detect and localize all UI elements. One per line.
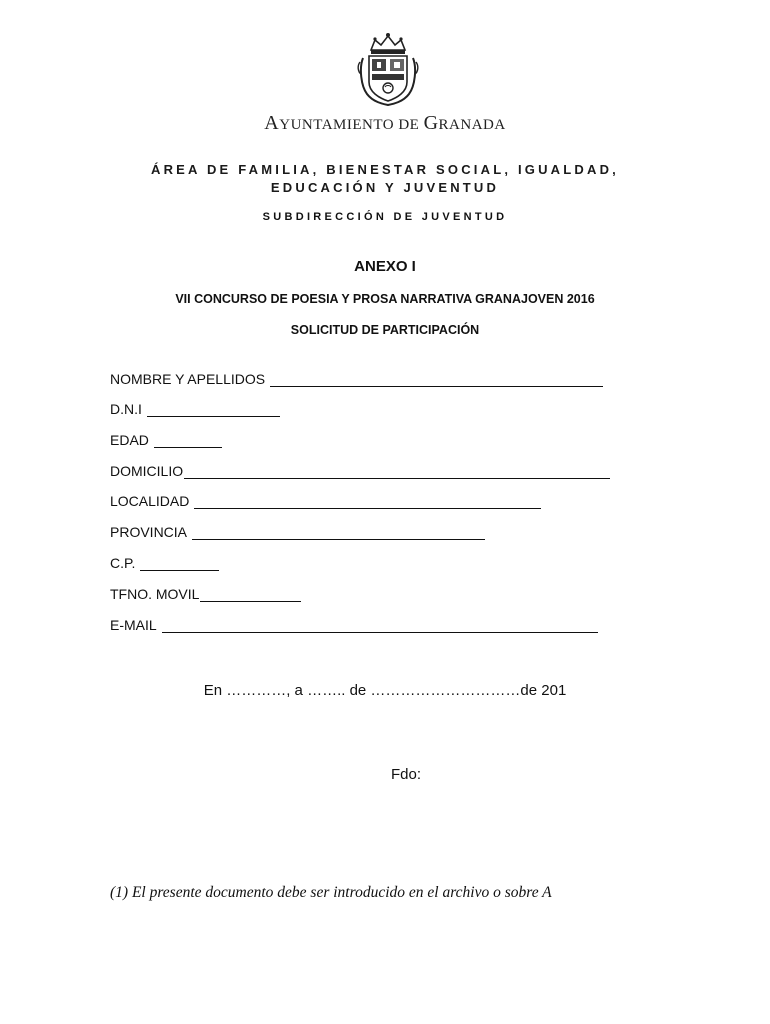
place-date-line: En …………, a …….. de …………………………de 201 bbox=[203, 682, 567, 699]
dni-label: D.N.I bbox=[110, 401, 142, 417]
tfno-label: TFNO. MOVIL bbox=[110, 586, 200, 602]
nombre-input-line[interactable] bbox=[270, 373, 603, 387]
nombre-field[interactable] bbox=[110, 371, 603, 387]
edad-input-line[interactable] bbox=[154, 434, 222, 448]
dni-field[interactable] bbox=[110, 401, 280, 417]
footnote: (1) El presente documento debe ser introducido en el archivo o sobre A bbox=[110, 884, 552, 901]
subdireccion: SUBDIRECCIÓN DE JUVENTUD bbox=[262, 211, 508, 223]
concurso-title: VII CONCURSO DE POESIA Y PROSA NARRATIVA GRANAJOVEN 2016 bbox=[175, 292, 595, 306]
area-line-1: ÁREA DE FAMILIA, BIENESTAR SOCIAL, IGUALDAD, bbox=[151, 162, 619, 177]
email-label: E-MAIL bbox=[110, 617, 157, 633]
granada-coat-of-arms-logo bbox=[357, 32, 419, 106]
org-name-part: YUNTAMIENTO DE bbox=[279, 117, 424, 133]
cp-input-line[interactable] bbox=[140, 557, 219, 571]
signature-label: Fdo: bbox=[391, 766, 422, 783]
localidad-field[interactable] bbox=[110, 493, 541, 509]
org-initial-a: A bbox=[264, 112, 280, 134]
area-line-2: EDUCACIÓN Y JUVENTUD bbox=[270, 180, 500, 195]
email-field[interactable] bbox=[110, 617, 598, 633]
cp-field[interactable] bbox=[110, 555, 219, 571]
provincia-input-line[interactable] bbox=[192, 526, 485, 540]
localidad-label: LOCALIDAD bbox=[110, 493, 190, 509]
org-name-tail: RANADA bbox=[438, 117, 506, 133]
domicilio-label: DOMICILIO bbox=[110, 463, 184, 479]
localidad-input-line[interactable] bbox=[194, 495, 541, 509]
provincia-field[interactable] bbox=[110, 524, 485, 540]
org-initial-g: G bbox=[423, 112, 439, 134]
nombre-label: NOMBRE Y APELLIDOS bbox=[110, 371, 266, 387]
dni-input-line[interactable] bbox=[147, 403, 280, 417]
cp-label: C.P. bbox=[110, 555, 136, 571]
domicilio-input-line[interactable] bbox=[184, 465, 610, 479]
organization-name bbox=[0, 112, 770, 135]
email-input-line[interactable] bbox=[162, 619, 598, 633]
tfno-field[interactable] bbox=[110, 586, 301, 602]
edad-label: EDAD bbox=[110, 432, 149, 448]
provincia-label: PROVINCIA bbox=[110, 524, 188, 540]
tfno-input-line[interactable] bbox=[200, 588, 301, 602]
anexo-title: ANEXO I bbox=[354, 258, 416, 275]
solicitud-title: SOLICITUD DE PARTICIPACIÓN bbox=[290, 323, 480, 337]
edad-field[interactable] bbox=[110, 432, 222, 448]
domicilio-field[interactable] bbox=[110, 463, 610, 479]
